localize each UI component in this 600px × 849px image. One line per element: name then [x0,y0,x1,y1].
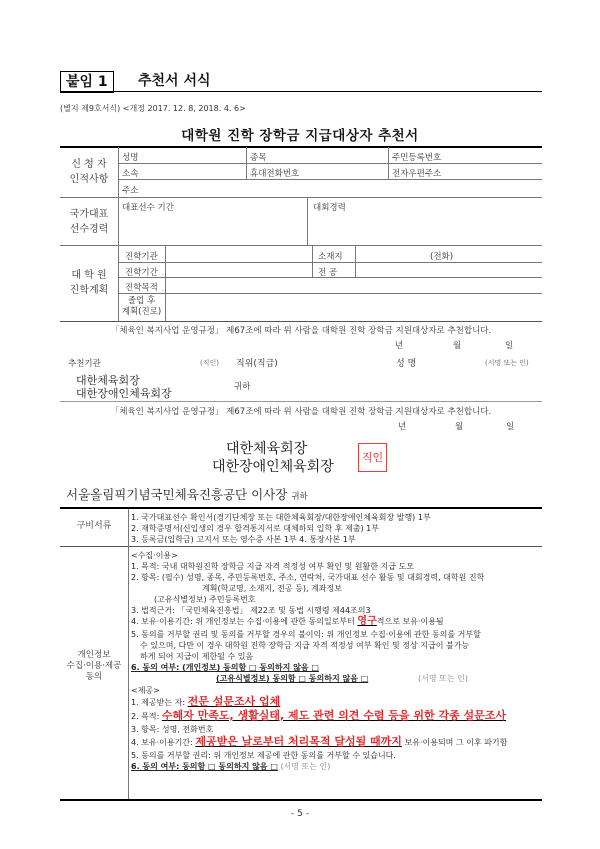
national-team-period-field[interactable]: 대표선수 기간 [122,203,174,213]
recommendation-statement: 「체육인 복지사업 운영규정」 제67조에 따라 위 사람을 대학원 진학 장학금 지원대상자로 추천합니다. [110,326,492,336]
table-bottom-border [60,321,542,322]
collect-item: 수 있으며, 다만 이 경우 대학원 진학 장학금 지급 자격 적정성 여부 확인 및 정상 지급이 불가능 [140,641,470,650]
provide-title: <제공> [131,686,160,695]
docs-top-border [60,507,542,509]
seal-mark: (직인) [200,359,219,367]
col-divider [246,147,247,179]
docs-item: 2. 재학증명서(신입생의 경우 합격통지서로 대체하되 입학 후 제출) 1부 [131,524,379,533]
collect-item: 하게 되어 지급이 제한될 수 있음 [140,652,254,661]
date-month: 월 [453,341,462,351]
president-kpsc: 대한장애인체육회장 [212,459,334,475]
recipient-suffix: 귀하 [234,382,251,392]
purpose-field[interactable]: 진학목적 [125,283,158,293]
date-month-2: 월 [455,422,464,432]
docs-item: 3. 등록금(입학금) 고지서 또는 영수증 사본 1부 4. 통장사본 1부 [131,535,356,544]
collect-item: 3. 법적근거: 「국민체육진흥법」 제22조 및 동법 시행령 제44조의3 [131,606,371,615]
official-seal: 직인 [358,443,387,472]
docs-bottom-border [60,546,542,547]
row-divider [60,245,542,246]
table-top-border [60,146,542,148]
collect-item: 5. 동의를 거부할 권리 및 동의를 거부할 경우의 불이익: 위 개인정보 수집·이용에 관한 동의를 거부할 [131,630,481,639]
form-number: (별지 제9호서식) <개정 2017. 12. 8, 2018. 4. 6> [60,104,246,113]
col-divider [355,246,356,277]
row-divider [118,293,542,294]
col-divider [307,197,308,245]
document-title: 대학원 진학 장학금 지급대상자 추천서 [181,128,419,144]
name-label[interactable]: 성 명 [396,359,417,369]
provide-item: 2. 목적: 수혜자 만족도, 생활실태, 제도 관련 의견 수렴 등을 위한 각종 설문조사 [131,709,507,722]
email-field[interactable]: 전자우편주소 [392,169,442,179]
applicant-label: 신 청 자 인적사항 [69,159,109,185]
docs-label: 구비서류 [76,521,112,531]
org-kspo: 대한체육회장 [76,374,140,387]
col-divider [128,509,129,799]
mobile-field[interactable]: 휴대전화번호 [250,169,300,179]
consent-unique-id[interactable]: (고유식별정보) 동의함 □ 동의하지 않음 □ [216,674,369,683]
addressee-name: 서울올림픽기념국민체육진흥공단 이사장 [66,487,288,502]
date-day-2: 일 [506,422,515,432]
header-underline [60,91,542,92]
recommendation-statement-2: 「체육인 복지사업 운영규정」 제67조에 따라 위 사람을 대학원 진학 장학금 지원대상자로 추천합니다. [110,407,492,417]
address-field[interactable]: 주소 [122,186,139,196]
major-field[interactable]: 전 공 [318,268,338,278]
row-divider [60,197,542,198]
institution-field[interactable]: 진학기관 [125,252,158,262]
collect-title: <수집·이용> [131,551,178,560]
row-divider [118,262,542,263]
consent-provide[interactable]: 6. 동의 여부: 동의함 □ 동의하지 않음 □ (서명 또는 인) [131,762,331,771]
phone-field[interactable]: (전화) [430,252,454,262]
collect-item: 2. 항목: (필수) 성명, 종목, 주민등록번호, 주소, 연락처, 국가대표 선수 활동 및 대회경력, 대학원 진학 [131,573,485,582]
recommender-label: 추천기관 [68,359,101,369]
privacy-bottom-border [60,799,542,801]
row-divider [118,163,542,164]
career-label: 졸업 후 계획(진로) [121,296,162,317]
rrn-field[interactable]: 주민등록번호 [392,153,442,163]
location-label: 소재지 [318,252,343,262]
col-divider [118,147,119,321]
privacy-label: 개인정보 수집·이용·제공 동의 [66,650,122,682]
affiliation-field[interactable]: 소속 [122,169,139,179]
position-label[interactable]: 직위(직급) [236,359,278,369]
collect-item: (고유식별정보) 주민등록번호 [154,595,256,604]
date-year: 년 [395,341,404,351]
provide-item: 5. 동의를 거부할 권리: 위 개인정보 제공에 관한 동의를 거부할 수 있습니다. [131,751,396,760]
consent-personal[interactable]: 6. 동의 여부: (개인정보) 동의함 □ 동의하지 않음 □ [131,663,319,672]
date-year-2: 년 [398,422,407,432]
addressee-suffix: 귀하 [291,492,308,502]
period-field[interactable]: 진학기간 [125,268,158,278]
org-kpsc: 대한장애인체육회장 [76,387,172,400]
name-field[interactable]: 성명 [122,153,139,163]
competitions-field[interactable]: 대회경력 [313,203,346,213]
section-title: 추천서 서식 [138,73,211,89]
collect-item: 1. 목적: 국내 대학원진학 장학금 지급 자격 적정성 여부 확인 및 원활한 지급 도모 [131,562,414,571]
docs-item: 1. 국가대표선수 확인서(경기단체장 또는 대한체육회장/대한장애인체육회장 발행) 1부 [131,513,431,522]
president-kspo: 대한체육회장 [226,441,308,457]
col-divider [312,246,313,277]
section-divider [60,401,542,402]
provide-item: 3. 항목: 성명, 전화번호 [131,725,214,734]
page-number: - 5 - [291,809,309,819]
date-day: 일 [505,341,514,351]
addressee [66,485,308,503]
provide-item: 1. 제공받는 자: 전문 설문조사 업체 [131,695,281,708]
signature-mark: (서명 또는 인) [485,359,529,367]
collect-item: 계획(학교명, 소재지, 전공 등), 계좌정보 [202,584,342,593]
provide-item: 4. 보유·이용기간: 제공받은 날로부터 처리목적 달성될 때까지 보유·이용되며 그 이후 파기함 [131,735,508,748]
row-divider [118,179,542,180]
plan-label: 대 학 원 진학계획 [69,270,109,296]
attachment-label: 붙임 1 [60,71,114,93]
athlete-label: 국가대표 선수경력 [69,209,109,235]
col-divider [388,147,389,179]
col-divider [165,246,166,321]
collect-item: 4. 보유·이용기간: 위 개인정보는 수집·이용에 관한 동의일로부터 영구적으로 보유·이용됨 [131,616,444,627]
sport-field[interactable]: 종목 [250,153,267,163]
consent-signature: (서명 또는 인) [418,674,468,683]
